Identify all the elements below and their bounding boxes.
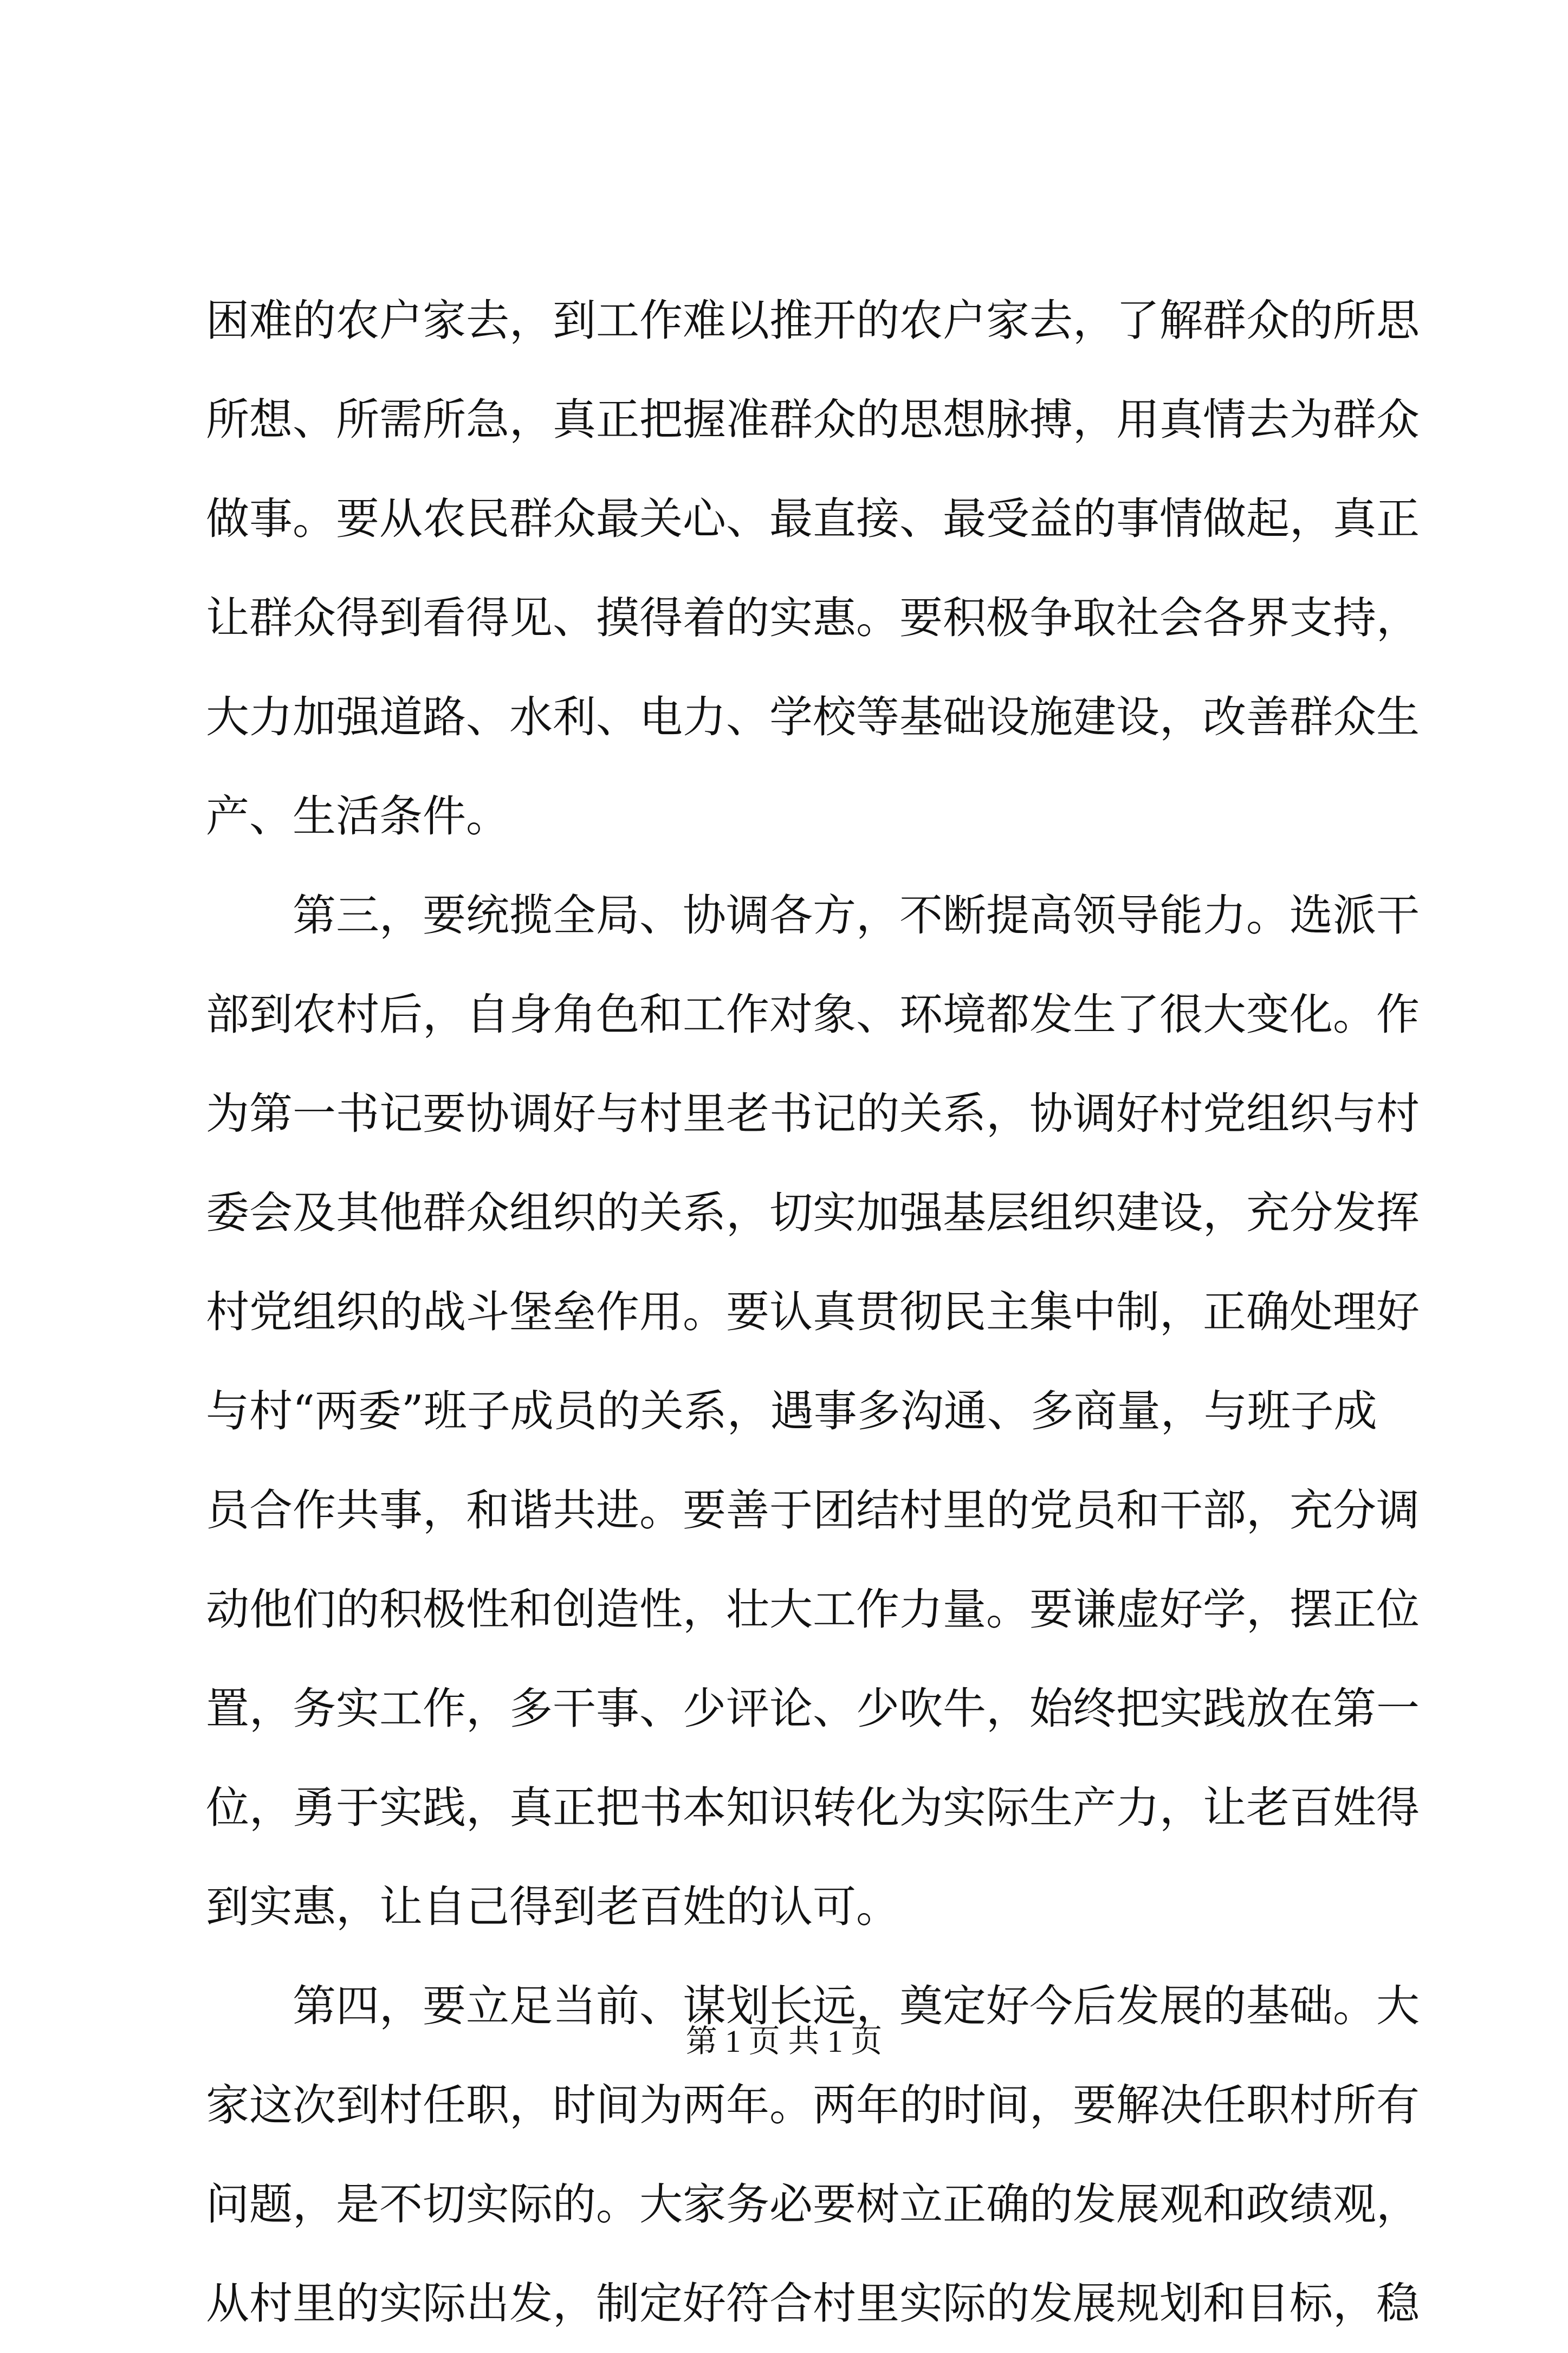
text-line: 部到农村后，自身角色和工作对象、环境都发生了很大变化。作 (206, 989, 1420, 1040)
text-line: 置，务实工作，多干事、少评论、少吹牛，始终把实践放在第一 (206, 1683, 1420, 1734)
text-line: 委会及其他群众组织的关系，切实加强基层组织建设，充分发挥 (206, 1188, 1420, 1238)
text-line: 家这次到村任职，时间为两年。两年的时间，要解决任职村所有 (206, 2080, 1420, 2130)
text-line: 与村“两委”班子成员的关系，遇事多沟通、多商量，与班子成 (206, 1386, 1377, 1436)
page-number-footer: 第 1 页 共 1 页 (685, 2024, 883, 2059)
paragraph-start-line: 第四，要立足当前、谋划长远，奠定好今后发展的基础。大 (293, 1981, 1420, 2031)
text-line: 所想、所需所急，真正把握准群众的思想脉搏，用真情去为群众 (206, 394, 1420, 445)
text-line: 大力加强道路、水利、电力、学校等基础设施建设，改善群众生 (206, 692, 1420, 742)
text-line: 位，勇于实践，真正把书本知识转化为实际生产力，让老百姓得 (206, 1782, 1420, 1833)
text-line: 村党组织的战斗堡垒作用。要认真贯彻民主集中制，正确处理好 (206, 1287, 1420, 1337)
text-line: 员合作共事，和谐共进。要善于团结村里的党员和干部，充分调 (206, 1485, 1420, 1535)
text-line: 问题，是不切实际的。大家务必要树立正确的发展观和政绩观， (206, 2179, 1420, 2229)
text-line: 困难的农户家去，到工作难以推开的农户家去，了解群众的所思 (206, 295, 1420, 346)
text-line: 从村里的实际出发，制定好符合村里实际的发展规划和目标，稳 (206, 2278, 1420, 2329)
text-line: 到实惠，让自己得到老百姓的认可。 (206, 1882, 899, 1932)
text-line: 做事。要从农民群众最关心、最直接、最受益的事情做起，真正 (206, 494, 1420, 544)
text-line: 产、生活条件。 (206, 791, 509, 841)
paragraph-start-line: 第三，要统揽全局、协调各方，不断提高领导能力。选派干 (293, 890, 1420, 941)
text-line: 为第一书记要协调好与村里老书记的关系，协调好村党组织与村 (206, 1088, 1420, 1139)
text-line: 动他们的积极性和创造性，壮大工作力量。要谦虚好学，摆正位 (206, 1584, 1420, 1635)
text-line: 让群众得到看得见、摸得着的实惠。要积极争取社会各界支持， (206, 593, 1420, 643)
